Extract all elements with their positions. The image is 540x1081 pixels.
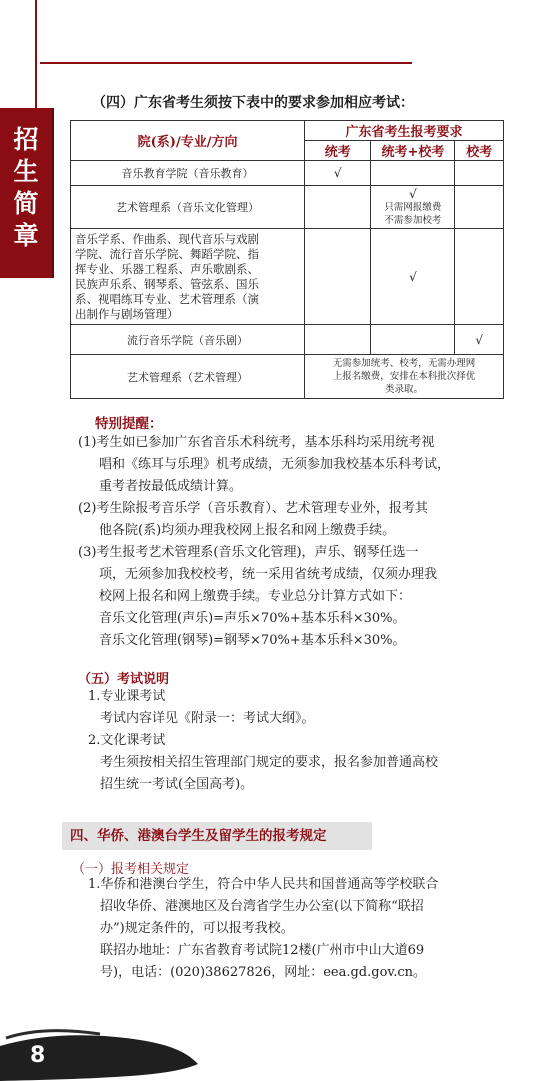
row-name-line: 系、视唱练耳专业、艺术管理系（演: [75, 291, 259, 306]
row-name-line: 挥专业、乐器工程系、声乐歌剧系、: [75, 261, 259, 276]
merged-note-cell: [305, 355, 504, 399]
tip-line: 校网上报名和网上缴费手续。专业总分计算方式如下：: [99, 589, 412, 604]
tip-item-1: [78, 432, 450, 498]
sidebar-char: 招: [13, 125, 39, 154]
para-line: 号)，电话：(020)38627826，网址：eea.gd.gov.cn。: [100, 965, 426, 980]
cell-note: 只需网报缴费: [384, 201, 442, 213]
tip-line: 音乐文化管理(声乐)=声乐×70%+基本乐科×30%。: [99, 611, 406, 626]
empty-cell: [305, 186, 371, 229]
tip-line: 他各院(系)均须办理我校网上报名和网上缴费手续。: [99, 523, 396, 538]
section5-item-1: [88, 686, 315, 730]
table-header-group: 广东省考生报考要求: [305, 121, 504, 141]
row-name: 音乐教育学院（音乐教育）: [71, 161, 305, 186]
merged-note-line: 无需参加统考、校考，无需办理网: [332, 358, 476, 369]
para-line: 招收华侨、港澳地区及台湾省学生办公室(以下简称“联招: [100, 899, 424, 914]
table-col-header: 统考+校考: [371, 141, 455, 161]
decorative-horizontal-line: [40, 62, 412, 64]
table-row: [71, 325, 504, 355]
tip-line: (2)考生除报考音乐学（音乐教育）、艺术管理专业外，报考其: [78, 501, 428, 516]
tip-line: 重考者按最低成绩计算。: [99, 479, 243, 494]
sidebar-char: 章: [13, 221, 39, 250]
tick-cell: √: [305, 161, 371, 186]
empty-cell: [305, 229, 371, 325]
row-name-line: 出制作与剧场管理）: [75, 306, 179, 321]
table-header-left: 院(系)/专业/方向: [71, 121, 305, 161]
empty-cell: [455, 186, 504, 229]
sidebar-title-tab: [0, 108, 52, 278]
tips-title: 特别提醒：: [95, 416, 163, 432]
table-col-header: 校考: [455, 141, 504, 161]
empty-cell: [305, 325, 371, 355]
row-name-line: 民族声乐系、钢琴系、管弦系、国乐: [75, 276, 259, 291]
merged-note-line: 类录取。: [385, 384, 424, 395]
section5-item-body: 考生须按相关招生管理部门规定的要求，报名参加普通高校: [100, 755, 439, 770]
row-name-multiline: [71, 229, 305, 325]
empty-cell: [371, 325, 455, 355]
row-name: 艺术管理系（音乐文化管理）: [71, 186, 305, 229]
para-line: 联招办地址：广东省教育考试院12楼(广州市中山大道69: [100, 943, 425, 958]
table-col-header: 统考: [305, 141, 371, 161]
row-name-line: 音乐学系、作曲系、现代音乐与戏剧: [75, 231, 259, 246]
tip-item-2: [78, 498, 428, 542]
tip-line: (1)考生如已参加广东省音乐术科统考，基本乐科均采用统考视: [78, 435, 435, 450]
row-name: 流行音乐学院（音乐剧）: [71, 325, 305, 355]
para-line: 办”)规定条件的，可以报考我校。: [100, 921, 294, 936]
tick-mark: √: [409, 186, 417, 201]
section5-item-2: [88, 730, 438, 796]
subsection-title: （一）报考相关规定: [72, 862, 190, 877]
tip-line: (3)考生报考艺术管理系(音乐文化管理)，声乐、钢琴任选一: [78, 545, 419, 560]
row-name: 艺术管理系（艺术管理）: [71, 355, 305, 399]
section-banner: [62, 822, 372, 850]
empty-cell: [455, 161, 504, 186]
tip-line: 音乐文化管理(钢琴)=钢琴×70%+基本乐科×30%。: [99, 633, 406, 648]
merged-note-line: 上报名缴费，安排在本科批次择优: [332, 371, 476, 382]
section5-item-head: 1.专业课考试: [88, 689, 166, 704]
tick-note-cell: [371, 186, 455, 229]
section4-title: （四）广东省考生须按下表中的要求参加相应考试：: [92, 95, 414, 111]
section5-item-body: 招生统一考试(全国高考)。: [100, 777, 254, 792]
section5-item-head: 2.文化课考试: [88, 733, 166, 748]
tip-line: 项，无须参加我校校考，统一采用省统考成绩，仅须办理我: [99, 567, 438, 582]
tip-line: 唱和《练耳与乐理》机考成绩，无须参加我校基本乐科考试，: [99, 457, 451, 472]
section5-item-body: 考试内容详见《附录一：考试大纲》。: [100, 711, 315, 726]
table-row: [71, 229, 504, 325]
empty-cell: [371, 161, 455, 186]
row-name-line: 学院、流行音乐学院、舞蹈学院、指: [75, 246, 259, 261]
table-row: [71, 186, 504, 229]
para-line: 1.华侨和港澳台学生，符合中华人民共和国普通高等学校联合: [88, 877, 439, 892]
tick-cell: √: [455, 325, 504, 355]
table-row: [71, 161, 504, 186]
section5-title: （五）考试说明: [78, 672, 170, 687]
empty-cell: [455, 229, 504, 325]
section-banner-text: 四、华侨、港澳台学生及留学生的报考规定: [70, 828, 327, 844]
final-paragraph: [88, 874, 438, 984]
tip-item-3: [78, 542, 437, 652]
page-number: 8: [30, 1043, 46, 1068]
page-number-badge: [0, 1024, 200, 1081]
requirements-table: [70, 120, 504, 399]
tick-cell: √: [371, 229, 455, 325]
table-row: [71, 355, 504, 399]
cell-note: 不需参加校考: [384, 214, 442, 226]
sidebar-char: 生: [13, 157, 39, 186]
sidebar-char: 简: [13, 189, 39, 218]
